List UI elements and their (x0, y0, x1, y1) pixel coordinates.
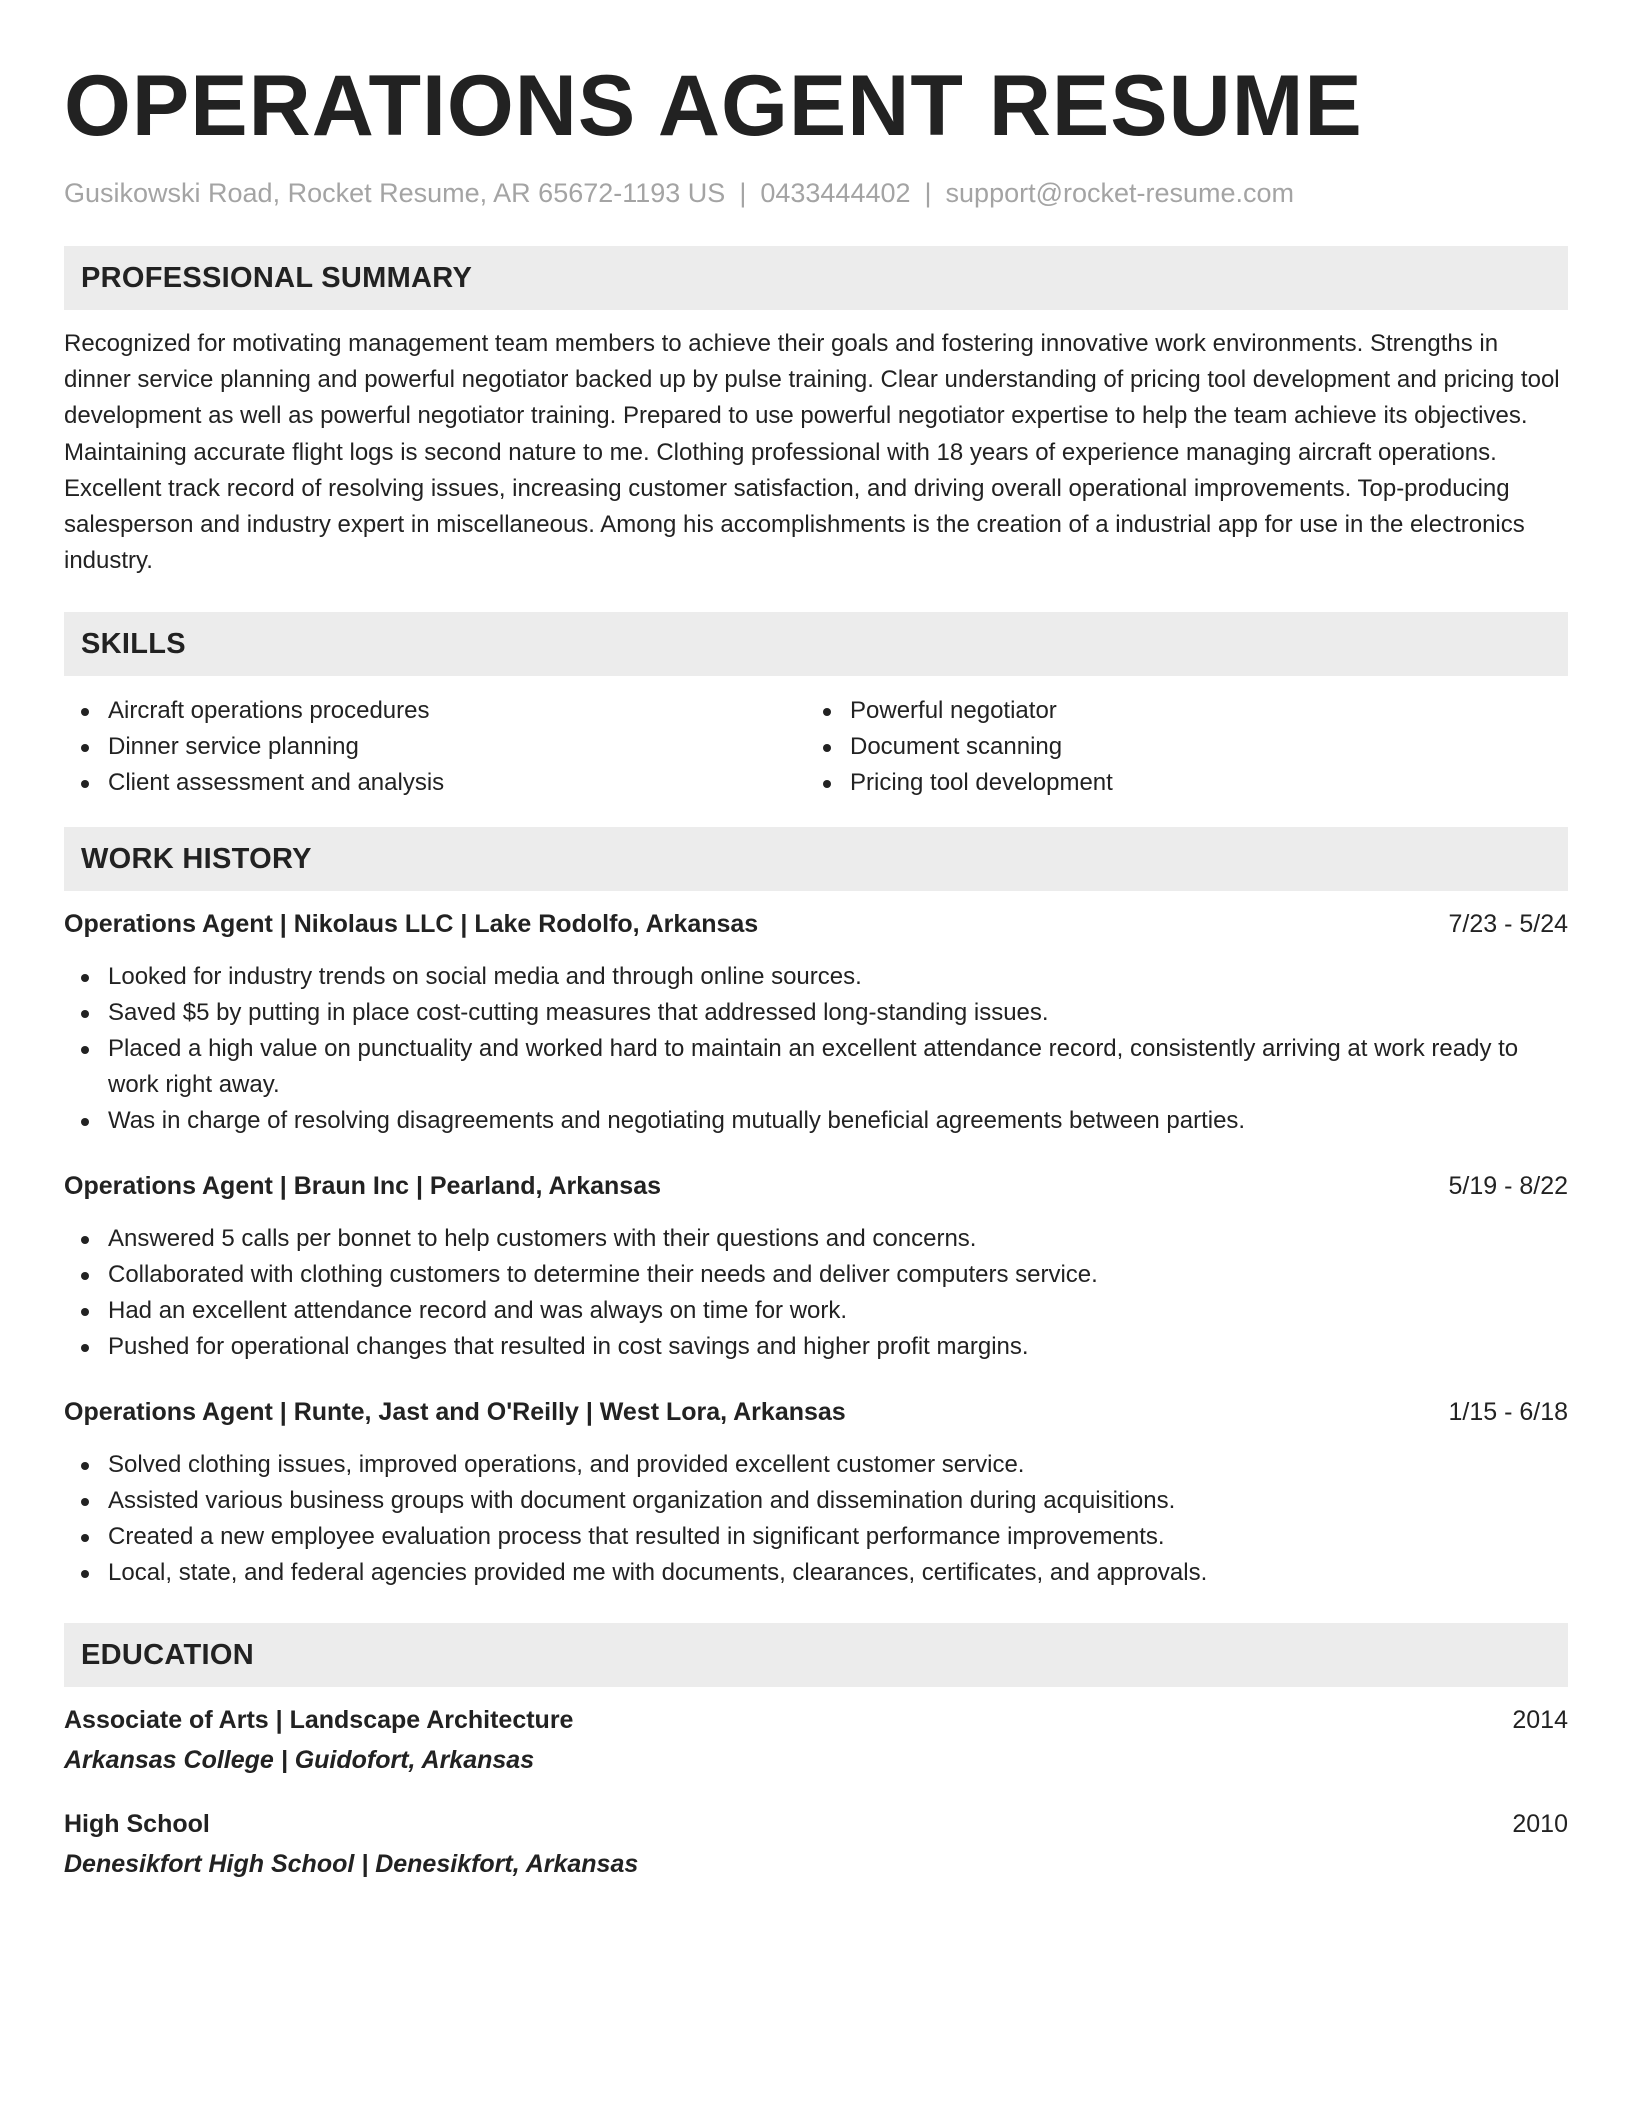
job-entry (64, 1169, 1568, 1365)
job-dates: 1/15 - 6/18 (1448, 1398, 1568, 1427)
contact-address: Gusikowski Road, Rocket Resume, AR 65672-1193 US (64, 178, 726, 208)
skills-column-left (64, 693, 806, 801)
skills-column-right (806, 693, 1548, 801)
job-bullets (64, 1447, 1568, 1591)
summary-text: Recognized for motivating management team members to achieve their goals and fostering innovative work environments. Strengths in dinner service planning and powerful negotiator backed up by pulse training. Clear understanding of pricing tool development and pricing tool development as well as powerful negotiator training. Prepared to use powerful negotiator expertise to help the team achieve its objectives. Maintaining accurate flight logs is second nature to me. Clothing professional with 18 years of experience managing aircraft operations. Excellent track record of resolving issues, increasing customer satisfaction, and driving overall operational improvements. Top-producing salesperson and industry expert in miscellaneous. Among his accomplishments is the creation of a industrial app for use in the electronics industry. (64, 330, 1560, 575)
contact-separator: | (924, 178, 932, 208)
education-header (64, 1807, 1568, 1841)
education-school: Arkansas College | Guidofort, Arkansas (64, 1746, 535, 1775)
education-header (64, 1703, 1568, 1737)
job-header (64, 1169, 1568, 1203)
education-year: 2010 (1512, 1810, 1568, 1839)
job-bullet: Assisted various business groups with document organization and dissemination during acquisitions. (64, 1483, 1568, 1519)
job-bullet: Had an excellent attendance record and was always on time for work. (64, 1293, 1568, 1329)
education-degree: High School (64, 1810, 210, 1839)
job-bullet: Pushed for operational changes that resulted in cost savings and higher profit margins. (64, 1329, 1568, 1365)
skills-heading: SKILLS (64, 612, 1568, 676)
job-title: Operations Agent | Braun Inc | Pearland, Arkansas (64, 1172, 662, 1201)
skill-item: Client assessment and analysis (64, 765, 806, 801)
job-entry (64, 907, 1568, 1139)
work-heading: WORK HISTORY (64, 827, 1568, 891)
education-entry (64, 1703, 1568, 1777)
skill-item: Powerful negotiator (806, 693, 1548, 729)
education-year: 2014 (1512, 1706, 1568, 1735)
job-bullet: Placed a high value on punctuality and worked hard to maintain an excellent attendance record, consistently arriving at work ready to work right away. (64, 1031, 1568, 1103)
job-bullet: Created a new employee evaluation process that resulted in significant performance improvements. (64, 1519, 1568, 1555)
skills-list (64, 693, 1568, 801)
skill-item: Pricing tool development (806, 765, 1548, 801)
job-bullet: Solved clothing issues, improved operations, and provided excellent customer service. (64, 1447, 1568, 1483)
job-entry (64, 1395, 1568, 1591)
job-bullet: Was in charge of resolving disagreements and negotiating mutually beneficial agreements between parties. (64, 1103, 1568, 1139)
job-bullets (64, 959, 1568, 1139)
job-bullet: Saved $5 by putting in place cost-cutting measures that addressed long-standing issues. (64, 995, 1568, 1031)
job-dates: 7/23 - 5/24 (1448, 910, 1568, 939)
job-bullets (64, 1221, 1568, 1365)
contact-line (64, 176, 1568, 210)
skill-item: Dinner service planning (64, 729, 806, 765)
contact-email: support@rocket-resume.com (945, 178, 1295, 208)
job-dates: 5/19 - 8/22 (1448, 1172, 1568, 1201)
skill-item: Document scanning (806, 729, 1548, 765)
summary-heading: PROFESSIONAL SUMMARY (64, 246, 1568, 310)
contact-phone: 0433444402 (760, 178, 911, 208)
education-degree: Associate of Arts | Landscape Architecture (64, 1706, 574, 1735)
education-heading: EDUCATION (64, 1623, 1568, 1687)
job-title: Operations Agent | Nikolaus LLC | Lake Rodolfo, Arkansas (64, 910, 759, 939)
education-entry (64, 1807, 1568, 1881)
job-title: Operations Agent | Runte, Jast and O'Reilly | West Lora, Arkansas (64, 1398, 846, 1427)
job-header (64, 1395, 1568, 1429)
job-bullet: Collaborated with clothing customers to determine their needs and deliver computers service. (64, 1257, 1568, 1293)
job-bullet: Looked for industry trends on social media and through online sources. (64, 959, 1568, 995)
job-bullet: Answered 5 calls per bonnet to help customers with their questions and concerns. (64, 1221, 1568, 1257)
education-school: Denesikfort High School | Denesikfort, Arkansas (64, 1850, 639, 1879)
resume-page (64, 58, 1568, 1881)
job-bullet: Local, state, and federal agencies provided me with documents, clearances, certificates, and approvals. (64, 1555, 1568, 1591)
contact-separator: | (739, 178, 747, 208)
job-header (64, 907, 1568, 941)
skill-item: Aircraft operations procedures (64, 693, 806, 729)
resume-title: OPERATIONS AGENT RESUME (64, 58, 1363, 154)
